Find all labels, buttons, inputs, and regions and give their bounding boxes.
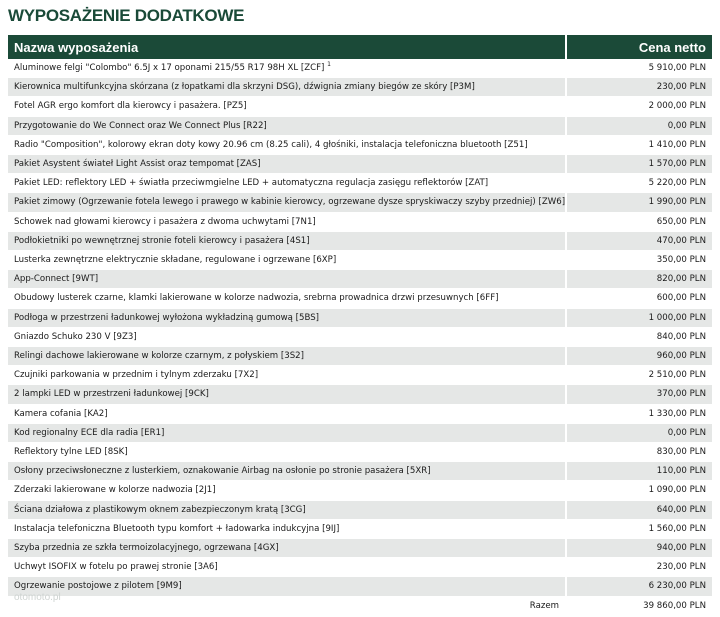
equipment-name: Instalacja telefoniczna Bluetooth typu komfort + ładowarka indukcyjna [9IJ] (14, 523, 340, 534)
equipment-price: 1 990,00 PLN (566, 193, 712, 212)
equipment-price: 650,00 PLN (566, 212, 712, 231)
table-row (8, 251, 712, 270)
equipment-name: Kamera cofania [KA2] (14, 408, 108, 419)
equipment-name-cell (8, 97, 566, 116)
table-row (8, 577, 712, 596)
equipment-name-cell (8, 116, 566, 135)
equipment-name-cell (8, 174, 566, 193)
equipment-name: Pakiet Asystent świateł Light Assist oraz tempomat [ZAS] (14, 159, 261, 170)
table-row (8, 289, 712, 308)
equipment-name: App-Connect [9WT] (14, 274, 99, 285)
table-row (8, 404, 712, 423)
table-row (8, 270, 712, 289)
table-row (8, 423, 712, 442)
column-header-price: Cena netto (566, 35, 712, 59)
equipment-name-cell (8, 270, 566, 289)
equipment-name-cell (8, 366, 566, 385)
table-row (8, 78, 712, 97)
equipment-name-cell (8, 577, 566, 596)
equipment-price: 2 000,00 PLN (566, 97, 712, 116)
equipment-name: 2 lampki LED w przestrzeni ładunkowej [9CK] (14, 389, 209, 400)
equipment-name-cell (8, 423, 566, 442)
equipment-price: 470,00 PLN (566, 231, 712, 250)
equipment-name: Radio "Composition", kolorowy ekran doty kowy 20.96 cm (8.25 cali), 4 głośniki, instalacja telefoniczna bluetooth [Z51] (14, 139, 528, 150)
table-row (8, 116, 712, 135)
equipment-name: Reflektory tylne LED [8SK] (14, 447, 128, 458)
equipment-name-cell (8, 558, 566, 577)
table-row (8, 462, 712, 481)
equipment-price: 110,00 PLN (566, 462, 712, 481)
equipment-price: 1 090,00 PLN (566, 481, 712, 500)
table-row (8, 97, 712, 116)
equipment-name: Podłokietniki po wewnętrznej stronie foteli kierowcy i pasażera [4S1] (14, 235, 310, 246)
table-row (8, 385, 712, 404)
equipment-name-cell (8, 327, 566, 346)
equipment-price: 0,00 PLN (566, 116, 712, 135)
equipment-name-cell (8, 135, 566, 154)
equipment-name: Gniazdo Schuko 230 V [9Z3] (14, 331, 137, 342)
table-row (8, 308, 712, 327)
equipment-name: Schowek nad głowami kierowcy i pasażera z dwoma uchwytami [7N1] (14, 216, 316, 227)
equipment-price: 940,00 PLN (566, 539, 712, 558)
equipment-table (8, 35, 712, 616)
table-row (8, 558, 712, 577)
equipment-name: Zderzaki lakierowane w kolorze nadwozia [2J1] (14, 485, 216, 496)
equipment-name: Aluminowe felgi "Colombo" 6.5J x 17 oponami 215/55 R17 98H XL [ZCF] (14, 63, 325, 73)
equipment-name-cell (8, 443, 566, 462)
table-row (8, 135, 712, 154)
equipment-price: 2 510,00 PLN (566, 366, 712, 385)
equipment-name-cell (8, 519, 566, 538)
table-header-row (8, 35, 712, 59)
equipment-name: Fotel AGR ergo komfort dla kierowcy i pasażera. [PZ5] (14, 101, 247, 112)
table-row (8, 500, 712, 519)
equipment-price: 370,00 PLN (566, 385, 712, 404)
equipment-price: 230,00 PLN (566, 78, 712, 97)
equipment-price: 5 910,00 PLN (566, 59, 712, 78)
equipment-name: Pakiet zimowy (Ogrzewanie fotela lewego i prawego w kabinie kierowcy, ogrzewane dysze spryskiwaczy szyby przedniej) [ZW6] (14, 197, 566, 208)
table-row (8, 539, 712, 558)
table-row (8, 212, 712, 231)
total-row (8, 596, 712, 615)
equipment-name: Uchwyt ISOFIX w fotelu po prawej stronie [3A6] (14, 562, 218, 573)
equipment-price: 600,00 PLN (566, 289, 712, 308)
table-row (8, 231, 712, 250)
footnote-marker: 1 (327, 61, 331, 68)
equipment-name-cell (8, 462, 566, 481)
equipment-price: 230,00 PLN (566, 558, 712, 577)
equipment-name-cell (8, 289, 566, 308)
equipment-name: Ogrzewanie postojowe z pilotem [9M9] (14, 581, 182, 592)
equipment-name: Obudowy lusterek czarne, klamki lakierowane w kolorze nadwozia, srebrna prowadnica drzwi przesuwnych [6FF] (14, 293, 499, 304)
table-row (8, 347, 712, 366)
equipment-name: Pakiet LED: reflektory LED + światła przeciwmgielne LED + automatyczna regulacja zasięgu reflektorów [ZAT] (14, 178, 489, 189)
equipment-name: Czujniki parkowania w przednim i tylnym zderzaku [7X2] (14, 370, 259, 381)
equipment-price: 830,00 PLN (566, 443, 712, 462)
equipment-name-cell (8, 193, 566, 212)
equipment-name-cell (8, 308, 566, 327)
watermark: otomoto.pl (14, 592, 61, 603)
equipment-name-cell (8, 212, 566, 231)
equipment-name: Lusterka zewnętrzne elektrycznie składane, regulowane i ogrzewane [6XP] (14, 255, 337, 266)
equipment-price: 1 560,00 PLN (566, 519, 712, 538)
equipment-name: Kod regionalny ECE dla radia [ER1] (14, 427, 165, 438)
table-row (8, 174, 712, 193)
equipment-name: Kierownica multifunkcyjna skórzana (z łopatkami dla skrzyni DSG), dźwignia zmiany biegów ze skóry [P3M] (14, 82, 475, 93)
column-header-name: Nazwa wyposażenia (8, 35, 566, 59)
table-row (8, 59, 712, 78)
table-row (8, 443, 712, 462)
equipment-price: 350,00 PLN (566, 251, 712, 270)
equipment-price: 1 330,00 PLN (566, 404, 712, 423)
table-row (8, 155, 712, 174)
total-value: 39 860,00 PLN (566, 596, 712, 615)
equipment-name-cell (8, 231, 566, 250)
equipment-price: 1 570,00 PLN (566, 155, 712, 174)
equipment-name: Relingi dachowe lakierowane w kolorze czarnym, z połyskiem [3S2] (14, 351, 304, 362)
table-row (8, 327, 712, 346)
equipment-name-cell (8, 59, 566, 78)
table-row (8, 519, 712, 538)
equipment-price: 1 410,00 PLN (566, 135, 712, 154)
equipment-price: 840,00 PLN (566, 327, 712, 346)
page-title: WYPOSAŻENIE DODATKOWE (8, 6, 245, 25)
equipment-name-cell (8, 404, 566, 423)
equipment-price: 820,00 PLN (566, 270, 712, 289)
table-row (8, 366, 712, 385)
equipment-price: 640,00 PLN (566, 500, 712, 519)
equipment-name-cell (8, 78, 566, 97)
equipment-name-cell (8, 347, 566, 366)
table-row (8, 481, 712, 500)
equipment-name-cell (8, 539, 566, 558)
table-body (8, 59, 712, 615)
equipment-price: 5 220,00 PLN (566, 174, 712, 193)
table-row (8, 193, 712, 212)
equipment-name: Przygotowanie do We Connect oraz We Connect Plus [R22] (14, 120, 267, 131)
equipment-name-cell (8, 481, 566, 500)
equipment-name: Osłony przeciwsłoneczne z lusterkiem, oznakowanie Airbag na osłonie po stronie pasażera [5XR] (14, 466, 431, 477)
equipment-price: 1 000,00 PLN (566, 308, 712, 327)
total-label: Razem (8, 596, 566, 615)
equipment-name-cell (8, 251, 566, 270)
equipment-price: 6 230,00 PLN (566, 577, 712, 596)
equipment-price: 0,00 PLN (566, 423, 712, 442)
equipment-name-cell (8, 385, 566, 404)
equipment-name: Ściana działowa z plastikowym oknem zabezpieczonym kratą [3CG] (14, 504, 306, 515)
equipment-name: Podłoga w przestrzeni ładunkowej wyłożona wykładziną gumową [5BS] (14, 312, 320, 323)
equipment-name-cell (8, 500, 566, 519)
equipment-name-cell (8, 155, 566, 174)
equipment-name: Szyba przednia ze szkła termoizolacyjnego, ogrzewana [4GX] (14, 543, 279, 554)
equipment-price: 960,00 PLN (566, 347, 712, 366)
